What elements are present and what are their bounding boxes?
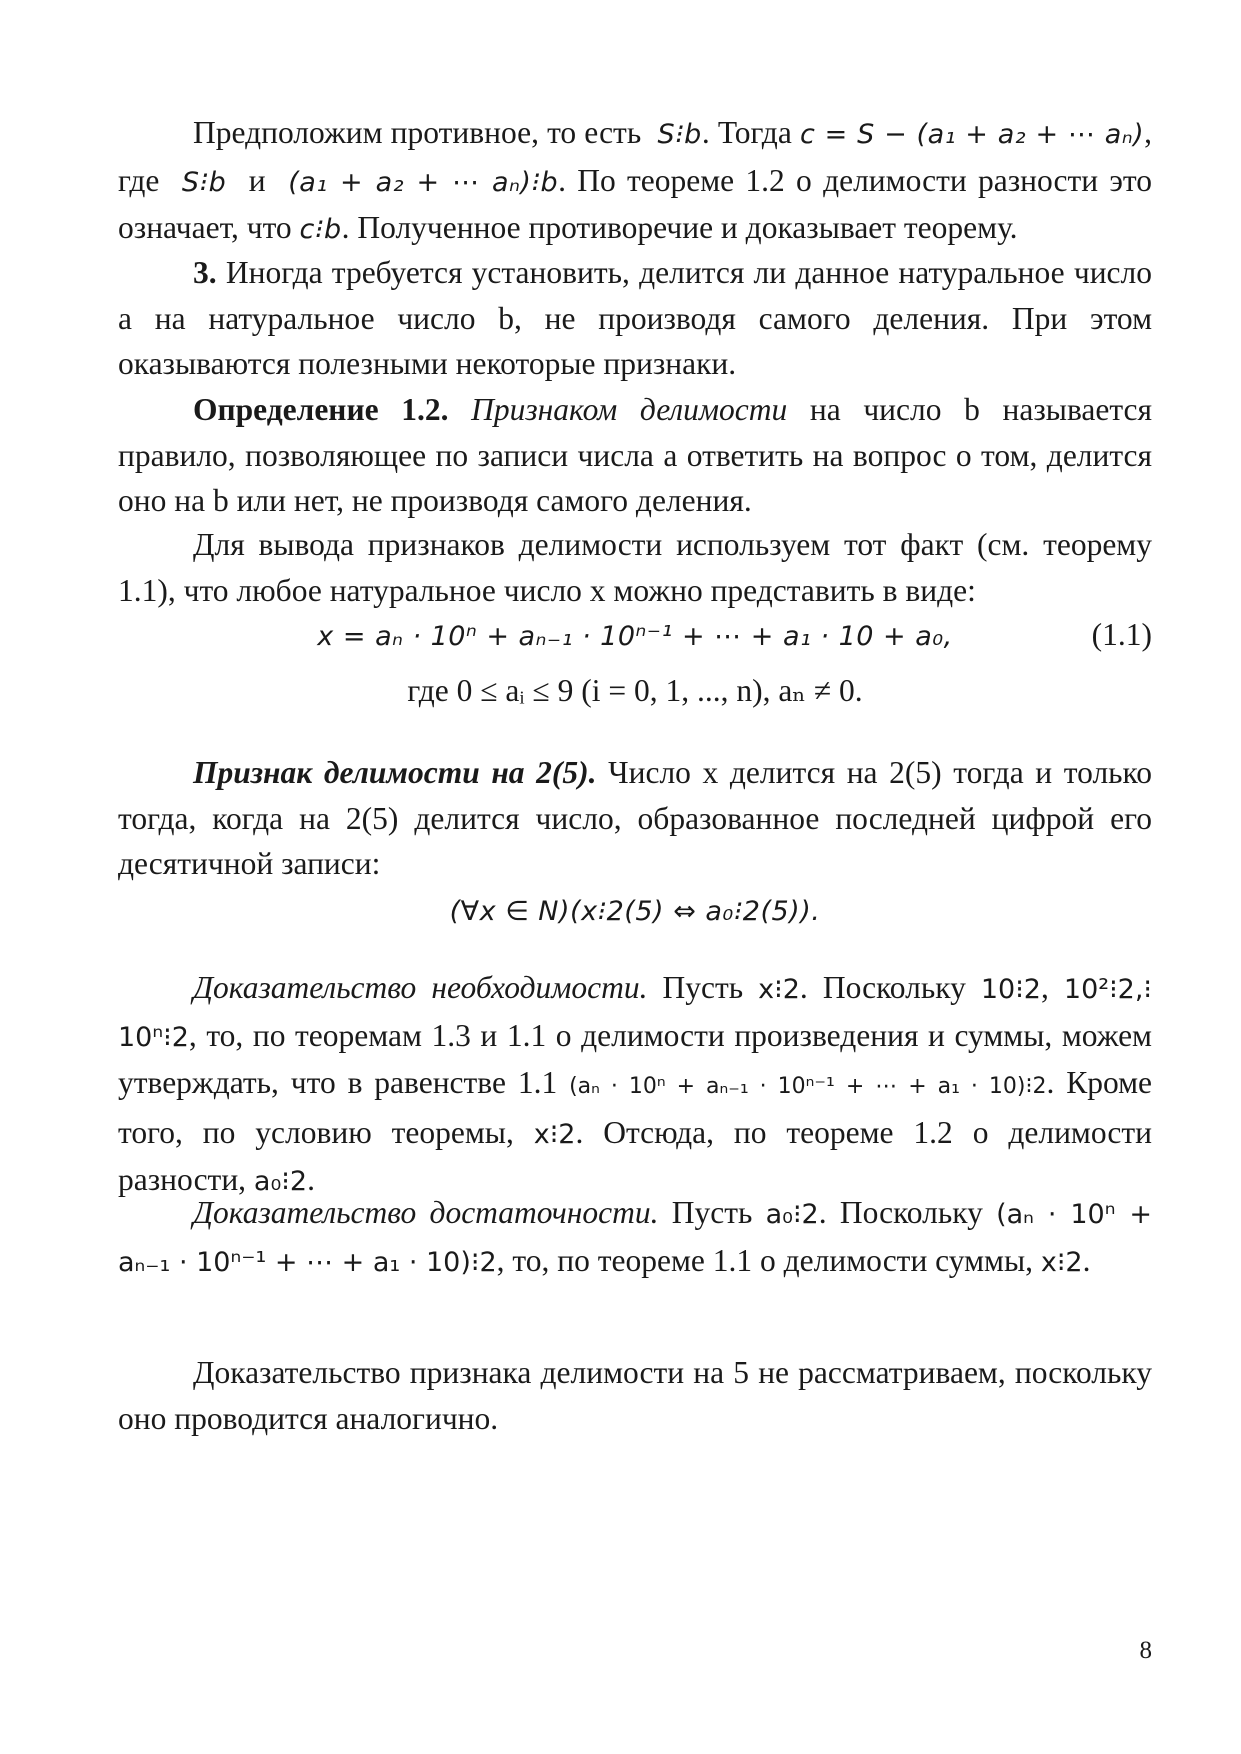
paragraph-contradiction	[118, 110, 1152, 253]
text: Пусть	[662, 970, 744, 1005]
text: ,	[1144, 115, 1153, 150]
text: ,	[1040, 970, 1049, 1005]
math-inline: 10²⁝2,⁝10ⁿ⁝2	[118, 974, 1152, 1053]
condition-text: где 0 ≤ aᵢ ≤ 9 (i = 0, 1, ..., n), aₙ ≠ 0.	[407, 673, 863, 708]
math-inline: 10⁝2	[980, 974, 1041, 1005]
math-inline: (aₙ · 10ⁿ + aₙ₋₁ · 10ⁿ⁻¹ + ⋯ + a₁ · 10)⁝2	[569, 1074, 1047, 1099]
math-inline: x⁝2	[1040, 1246, 1083, 1278]
text: .	[307, 1162, 315, 1197]
math-inline: x⁝2	[758, 974, 800, 1005]
text: Число x делится на 2(5) тогда и только тогда, когда на 2(5) делится число, образованное последней цифрой его десятичной записи:	[118, 755, 1152, 881]
item-number: 3.	[193, 255, 217, 290]
text: Предположим противное, то есть	[193, 115, 642, 150]
equation-number: (1.1)	[1091, 617, 1152, 652]
criterion-2-5	[118, 750, 1152, 887]
definition-1-2	[118, 387, 1152, 524]
paragraph-final	[118, 1350, 1152, 1441]
text: . По теореме 1.2 о делимости разности это означает, что	[118, 162, 1153, 245]
criterion-label: Признак делимости на 2(5).	[193, 755, 597, 790]
criterion-formula	[118, 887, 1152, 935]
formula-expression: x = aₙ · 10ⁿ + aₙ₋₁ · 10ⁿ⁻¹ + ⋯ + a₁ · 10 + a₀,	[317, 621, 953, 652]
math-inline: S⁝b	[181, 166, 227, 198]
math-inline: S⁝b	[657, 119, 702, 150]
math-inline: a₀⁝2	[765, 1199, 819, 1230]
text: . Поскольку	[799, 970, 966, 1005]
formula-1-1	[118, 612, 1152, 660]
paragraph-intro	[118, 250, 1152, 387]
text: .	[1082, 1242, 1091, 1278]
math-inline: c = S − (a₁ + a₂ + ⋯ aₙ)	[799, 119, 1145, 150]
definition-label: Определение 1.2.	[193, 392, 449, 427]
proof-label: Доказательство необходимости.	[193, 970, 648, 1005]
text: . Отсюда, по теореме 1.2 о делимости разности,	[118, 1114, 1153, 1197]
text: где	[118, 162, 160, 198]
proof-sufficiency	[118, 1190, 1152, 1285]
formula-expression: (∀x ∈ N)(x⁝2(5) ⇔ a₀⁝2(5)).	[449, 896, 821, 927]
math-inline: a₀⁝2	[253, 1166, 308, 1197]
paragraph-representation	[118, 522, 1152, 613]
text: . Кроме того, по условию теоремы,	[118, 1065, 1153, 1150]
text: Доказательство признака делимости на 5 не рассматриваем, поскольку оно проводится аналогично.	[118, 1355, 1152, 1436]
text: . Тогда	[701, 115, 792, 150]
math-inline: c⁝b	[299, 214, 342, 245]
text: и	[248, 162, 266, 198]
math-inline: (aₙ · 10ⁿ + aₙ₋₁ · 10ⁿ⁻¹ + ⋯ + a₁ · 10)⁝2	[118, 1199, 1153, 1278]
proof-necessity	[118, 965, 1152, 1205]
formula-condition	[118, 668, 1152, 714]
math-inline: x⁝2	[533, 1118, 576, 1150]
text: Пусть	[671, 1195, 753, 1230]
text: Для вывода признаков делимости используем тот факт (см. теорему 1.1), что любое натуральное число x можно представить в виде:	[118, 527, 1152, 608]
page-number: 8	[1139, 1637, 1152, 1664]
text: . Поскольку	[818, 1195, 983, 1230]
math-inline: (a₁ + a₂ + ⋯ aₙ)⁝b	[288, 166, 559, 198]
text: , то, по теореме 1.1 о делимости суммы,	[496, 1242, 1033, 1278]
text: на число b называется правило, позволяющее по записи числа a ответить на вопрос о том, делится оно на b или нет, не производя самого деления.	[118, 392, 1152, 518]
text: . Полученное противоречие и доказывает теорему.	[341, 210, 1018, 245]
text: Иногда требуется установить, делится ли данное натуральное число a на натуральное число b, не производя самого деления. При этом оказываются полезными некоторые признаки.	[118, 255, 1153, 381]
text: , то, по теоремам 1.3 и 1.1 о делимости произведения и суммы, можем утверждать, что в равенстве 1.1	[118, 1017, 1152, 1100]
proof-label: Доказательство достаточности.	[193, 1195, 659, 1230]
definition-term: Признаком делимости	[471, 392, 788, 427]
